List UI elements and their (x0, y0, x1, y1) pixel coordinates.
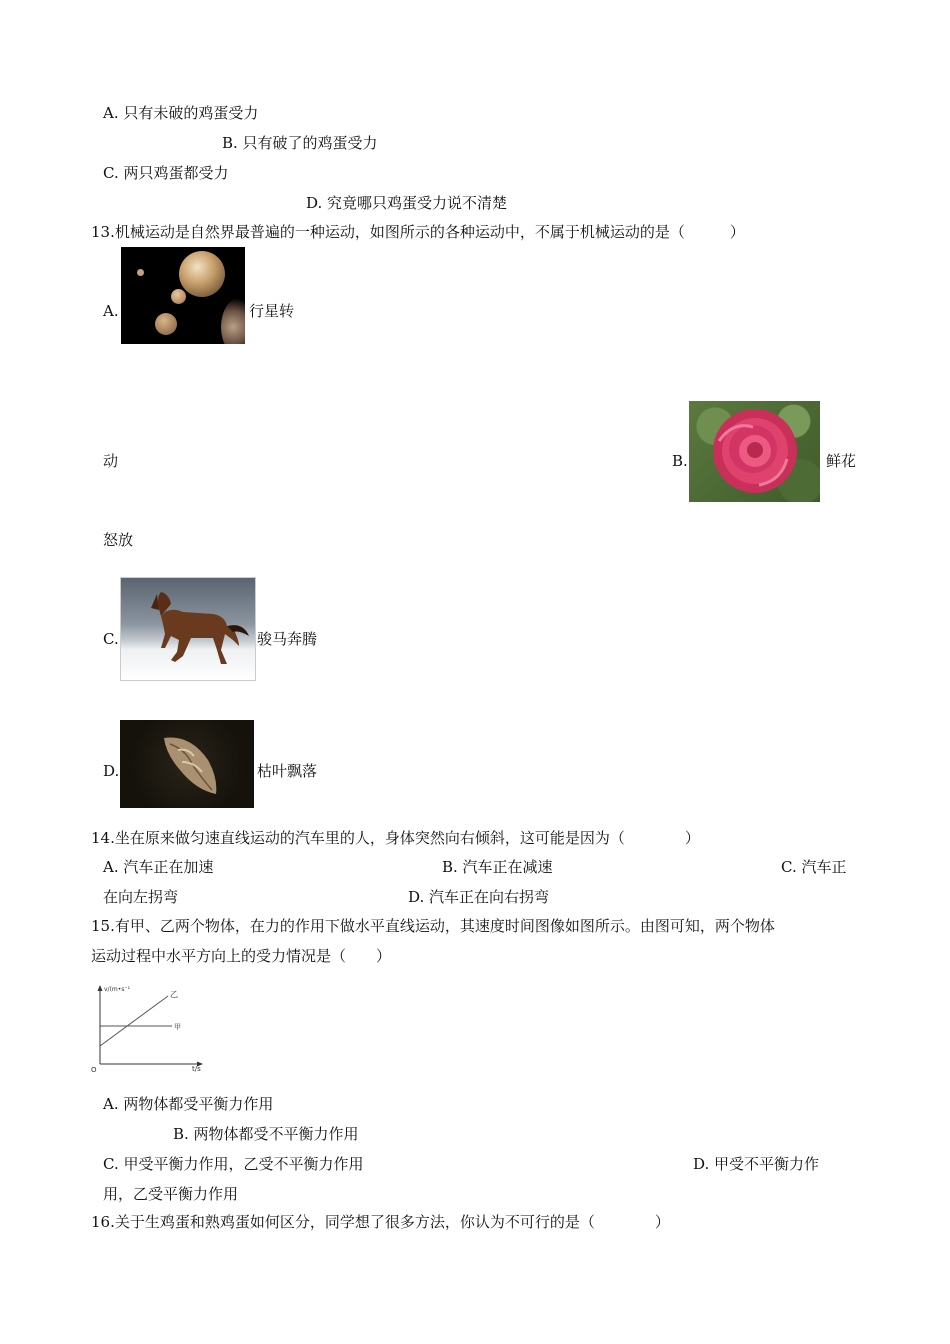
q15-option-a: A. 两物体都受平衡力作用 (103, 1095, 274, 1113)
line-jia-label: 甲 (174, 1023, 181, 1031)
q15-option-c: C. 甲受平衡力作用，乙受不平衡力作用 (103, 1155, 364, 1173)
q14-option-d: D. 汽车正在向右拐弯 (408, 888, 550, 906)
y-axis-label: v/(m•s⁻¹ (104, 986, 130, 993)
q13-option-c-text: 骏马奔腾 (257, 630, 318, 648)
rose-image (689, 401, 820, 502)
q15-option-d-cont: 用，乙受平衡力作用 (103, 1185, 239, 1203)
origin-label: O (91, 1066, 97, 1074)
q16-stem: 16.关于生鸡蛋和熟鸡蛋如何区分，同学想了很多方法，你认为不可行的是（ ） (91, 1213, 670, 1231)
q13-option-a-letter: A. (103, 302, 119, 320)
planet-edge (221, 297, 245, 344)
x-axis-label: t/s (192, 1065, 201, 1073)
q12-option-a: A. 只有未破的鸡蛋受力 (103, 104, 259, 122)
q13-option-b-text-cont: 怒放 (103, 531, 134, 549)
q15-option-d: D. 甲受不平衡力作 (693, 1155, 820, 1173)
leaf-icon (120, 720, 254, 808)
q13-option-a-text: 行星转 (249, 302, 295, 320)
q15-stem-cont: 运动过程中水平方向上的受力情况是（ ） (91, 947, 392, 965)
q14-option-b: B. 汽车正在减速 (442, 858, 553, 876)
horse-image (120, 577, 256, 681)
velocity-time-graph (88, 982, 210, 1074)
q14-option-a: A. 汽车正在加速 (103, 858, 214, 876)
line-yi-label: 乙 (170, 990, 178, 999)
jupiter-planet (179, 251, 225, 297)
line-yi (100, 996, 168, 1046)
q14-stem: 14.坐在原来做匀速直线运动的汽车里的人，身体突然向右倾斜，这可能是因为（ ） (91, 829, 700, 847)
q13-option-a-text-cont: 动 (103, 452, 119, 470)
q13-option-c-letter: C. (103, 630, 119, 648)
q13-option-b-text: 鲜花 (826, 452, 857, 470)
moon-planet (137, 269, 144, 276)
q13-option-b-letter: B. (672, 452, 688, 470)
q14-option-c-cont: 在向左拐弯 (103, 888, 179, 906)
q12-option-b: B. 只有破了的鸡蛋受力 (222, 134, 378, 152)
q15-option-b: B. 两物体都受不平衡力作用 (173, 1125, 359, 1143)
moon-planet (171, 289, 186, 304)
q13-option-d-letter: D. (103, 762, 120, 780)
q13-stem: 13.机械运动是自然界最普遍的一种运动，如图所示的各种运动中，不属于机械运动的是（ ） (91, 223, 745, 241)
q15-stem: 15.有甲、乙两个物体，在力的作用下做水平直线运动，其速度时间图像如图所示。由图可知，两个物体 (91, 917, 775, 935)
q13-option-d-text: 枯叶飘落 (257, 762, 318, 780)
planets-image (121, 247, 245, 344)
q12-option-c: C. 两只鸡蛋都受力 (103, 164, 229, 182)
horse-icon (121, 578, 255, 680)
leaf-image (120, 720, 254, 808)
rose-icon (689, 401, 820, 502)
q12-option-d: D. 究竟哪只鸡蛋受力说不清楚 (306, 194, 508, 212)
q14-option-c: C. 汽车正 (781, 858, 847, 876)
y-axis-arrow-icon (98, 985, 103, 991)
moon-planet (155, 313, 177, 335)
